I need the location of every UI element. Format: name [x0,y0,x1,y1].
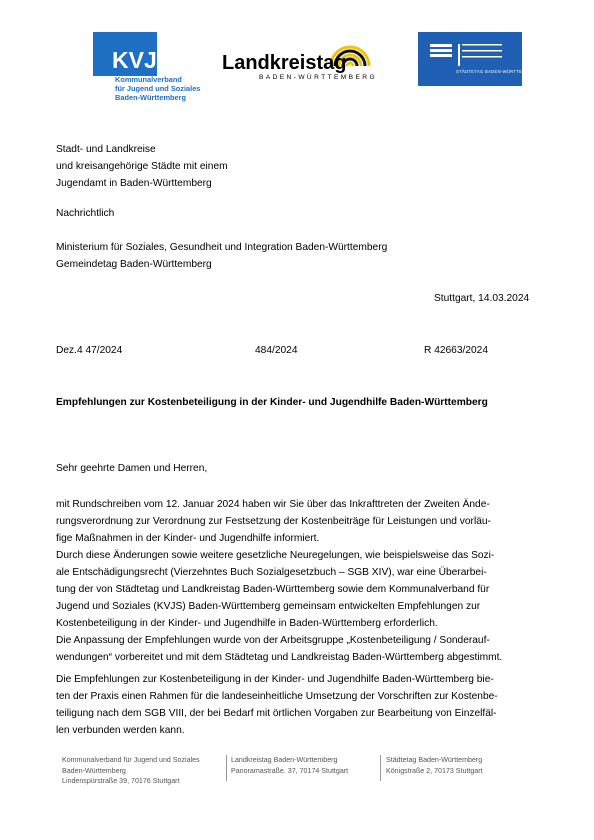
footer-kvjs [62,755,200,787]
landkreistag-logo [222,30,377,86]
staedtetag-logo-text: STÄDTETAG BADEN-WÜRTTEMBERG [456,69,540,74]
paragraph-line: wendungen“ vorbereitet und mit dem Städtetag und Landkreistag Baden-Württemberg abgestimmt. [56,652,503,663]
landkreistag-logo-name: Landkreistag [222,52,347,74]
body-paragraph-2 [56,671,498,739]
paragraph-line: teiligung nach dem SGB VIII, der bei Bedarf mit örtlichen Vorgaben zur Bearbeitung von Einzelfäl- [56,708,497,719]
kvjs-logo-letters: KVJS [112,47,173,73]
body-paragraph-1 [56,496,502,666]
kvjs-logo [93,32,205,106]
footer-staedtetag [386,755,483,776]
kvjs-logo-tagline [115,75,200,102]
reference-landkreistag: 484/2024 [255,345,298,356]
subject-line: Empfehlungen zur Kostenbeteiligung in der Kinder- und Jugendhilfe Baden-Württemberg [56,397,488,408]
paragraph-line: tung der von Städtetag und Landkreistag Baden-Württemberg sowie dem Kommunalverband für [56,584,490,595]
reference-kvjs: Dez.4 47/2024 [56,345,123,356]
paragraph-line: Die Anpassung der Empfehlungen wurde von der Arbeitsgruppe „Kostenbeteiligung / Sonderauf- [56,635,490,646]
footer-line: Königstraße 2, 70173 Stuttgart [386,766,483,775]
footer-line: Panoramastraße. 37, 70174 Stuttgart [231,766,349,775]
recipient-line: Stadt- und Landkreise [56,144,156,155]
recipient-block [56,141,228,192]
footer-divider [226,755,227,781]
paragraph-line: len verbunden werden kann. [56,725,185,736]
footer-line: Baden-Württemberg [62,766,126,775]
landkreistag-logo-sub: BADEN-WÜRTTEMBERG [259,74,377,81]
paragraph-line: mit Rundschreiben vom 12. Januar 2024 haben wir Sie über das Inkrafttreten der Zweiten Ände- [56,499,490,510]
footer-line: Städtetag Baden-Württemberg [386,756,483,764]
paragraph-line: ale Entschädigungsrecht (Vierzehntes Buch Sozialgesetzbuch – SGB XIV), war eine Überarbei- [56,567,487,578]
footer-line: Lindenspürstraße 39, 70176 Stuttgart [62,777,180,785]
paragraph-line: Durch diese Änderungen sowie weitere gesetzliche Neuregelungen, wie beispielsweise das Sozi- [56,550,495,561]
recipient-line: und kreisangehörige Städte mit einem [56,161,228,172]
reference-staedtetag: R 42663/2024 [424,345,489,356]
paragraph-line: Jugend und Soziales (KVJS) Baden-Württemberg gemeinsam entwickelten Empfehlungen zur [56,601,481,612]
recipient-line: Jugendamt in Baden-Württemberg [56,178,212,189]
paragraph-line: Kostenbeteiligung in der Kinder- und Jugendhilfe in Baden-Württemberg erforderlich. [56,618,438,629]
staedtetag-emblem-icon [418,32,522,86]
footer-landkreistag [231,755,348,776]
paragraph-line: ten der Praxis einen Rahmen für die landeseinheitliche Umsetzung der Vorschriften zur Kostenbe- [56,691,498,702]
staedtetag-logo [418,32,540,86]
footer-line: Kommunalverband für Jugend und Soziales [62,756,200,764]
cc-recipient-block [56,239,387,273]
cc-recipient-line: Ministerium für Soziales, Gesundheit und Integration Baden-Württemberg [56,242,388,253]
cc-label: Nachrichtlich [56,208,115,219]
paragraph-line: fige Maßnahmen in der Kinder- und Jugendhilfe informiert. [56,533,320,544]
footer-divider [380,755,381,781]
paragraph-line: Die Empfehlungen zur Kostenbeteiligung in der Kinder- und Jugendhilfe Baden-Württemberg bie- [56,674,494,685]
paragraph-line: rungsverordnung zur Verordnung zur Festsetzung der Kostenbeiträge für Leistungen und vorläu- [56,516,491,527]
salutation: Sehr geehrte Damen und Herren, [56,463,208,474]
kvjs-tagline-line: Baden-Württemberg [115,93,187,102]
cc-recipient-line: Gemeindetag Baden-Württemberg [56,259,212,270]
date-line: Stuttgart, 14.03.2024 [434,293,530,304]
kvjs-tagline-line: für Jugend und Soziales [115,84,201,93]
footer-line: Landkreistag Baden-Württemberg [231,756,338,764]
kvjs-tagline-line: Kommunalverband [115,75,182,84]
